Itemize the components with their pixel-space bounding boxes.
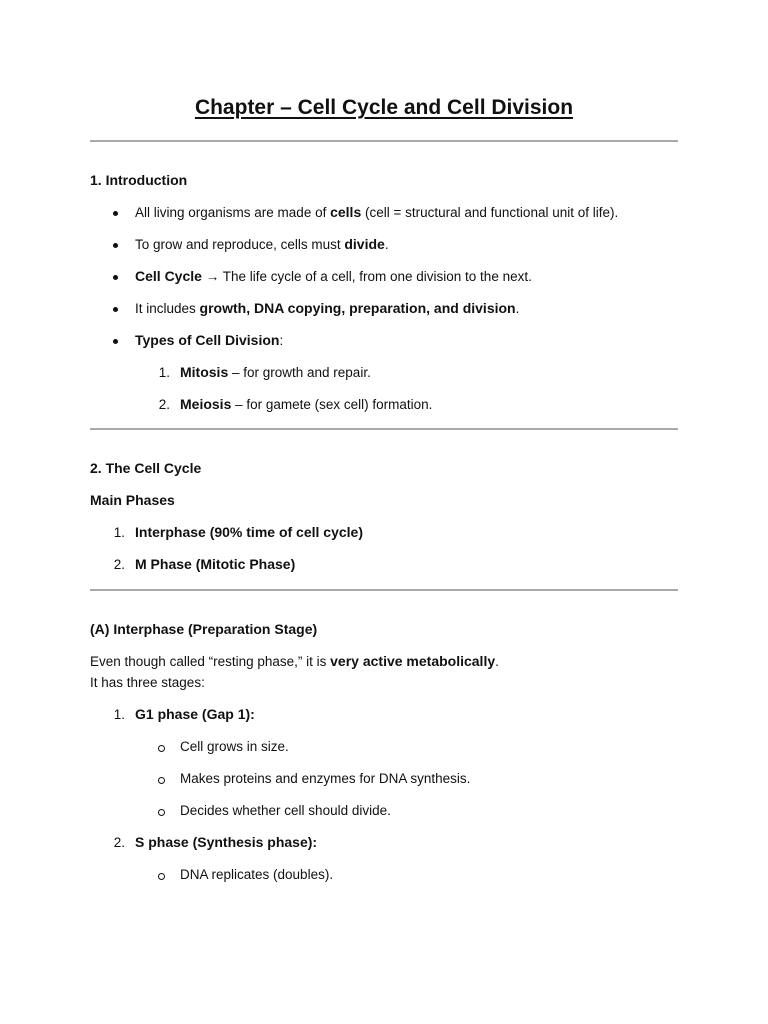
sub-list-item: DNA replicates (doubles). [180,867,334,882]
bold-text: divide [344,236,385,252]
bold-text: cells [330,204,362,220]
list-item [180,396,432,413]
text: : [279,333,284,348]
circle-bullet-icon [158,809,165,816]
circle-bullet-icon [158,745,165,752]
text: – for gamete (sex cell) formation. [231,397,433,412]
list-item [135,268,532,285]
circle-bullet-icon [158,777,165,784]
divider [90,428,678,430]
text: It includes [135,301,200,316]
list-item [135,236,389,253]
text: . [384,237,389,252]
bullet-icon [113,307,118,312]
circle-bullet-icon [158,873,165,880]
list-number: 1. [113,707,125,722]
bullet-icon [113,243,118,248]
section-heading-cell-cycle: 2. The Cell Cycle [90,460,202,476]
subheading-main-phases: Main Phases [90,492,175,508]
list-number: 2. [158,397,170,412]
list-item [135,204,618,221]
list-item: S phase (Synthesis phase): [135,834,318,850]
text: To grow and reproduce, cells must [135,237,345,252]
paragraph-line [90,653,499,670]
bold-text: Mitosis [180,364,229,380]
section-heading-interphase: (A) Interphase (Preparation Stage) [90,621,318,637]
sub-list-item: Cell grows in size. [180,739,289,754]
list-number: 1. [113,525,125,540]
text: . [515,301,520,316]
list-item: Interphase (90% time of cell cycle) [135,524,363,540]
sub-list-item: Makes proteins and enzymes for DNA synthesis. [180,771,471,786]
list-item: G1 phase (Gap 1): [135,706,255,722]
list-number: 1. [158,365,170,380]
list-item [135,332,283,349]
bold-text: very active metabolically [330,653,496,669]
bold-text: Meiosis [180,396,232,412]
bold-text: growth, DNA copying, preparation, and division [199,300,516,316]
sub-list-item: Decides whether cell should divide. [180,803,391,818]
section-heading-introduction: 1. Introduction [90,172,188,188]
list-item [180,364,371,381]
bullet-icon [113,211,118,216]
text: All living organisms are made of [135,205,331,220]
text: (cell = structural and functional unit of life). [361,205,619,220]
paragraph-line: It has three stages: [90,675,205,690]
list-item: M Phase (Mitotic Phase) [135,556,296,572]
bold-text: Types of Cell Division [135,332,280,348]
list-item [135,300,519,317]
divider [90,589,678,591]
list-number: 2. [113,835,125,850]
text: – for growth and repair. [228,365,371,380]
document-title: Chapter – Cell Cycle and Cell Division [194,96,574,119]
text: → The life cycle of a cell, from one division to the next. [201,269,532,284]
bold-text: Cell Cycle [135,268,202,284]
list-number: 2. [113,557,125,572]
divider [90,140,678,142]
text: Even though called “resting phase,” it is [90,654,331,669]
bullet-icon [113,339,118,344]
bullet-icon [113,275,118,280]
text: . [495,654,499,669]
